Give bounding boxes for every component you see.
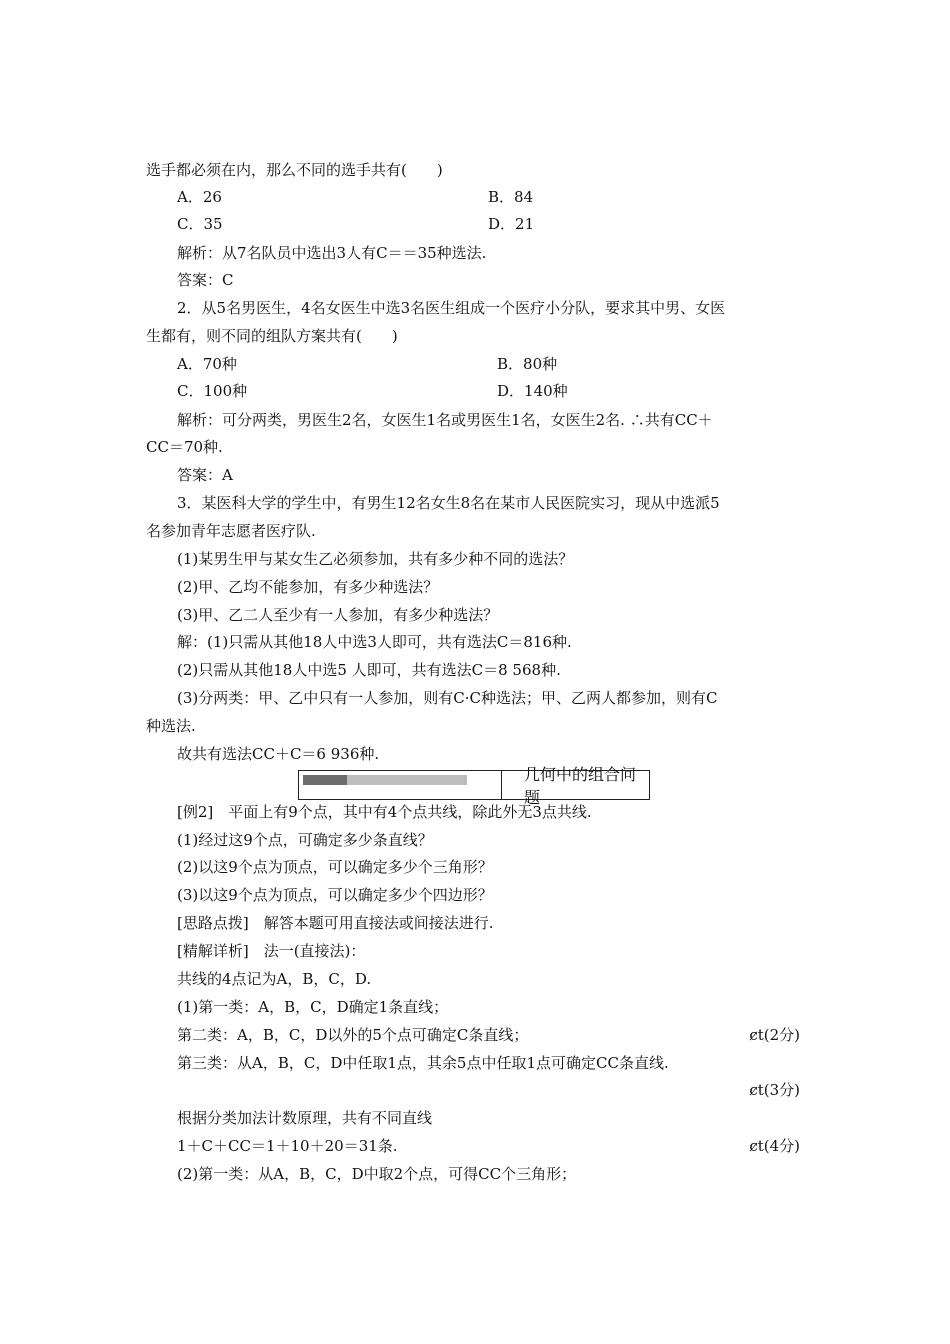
q1-option-a: A．26	[177, 188, 222, 206]
q2-analysis-line2: CC＝70种.	[146, 438, 223, 456]
q1-option-b: B．84	[488, 188, 534, 206]
q1-option-c: C．35	[177, 215, 223, 233]
section-tag-graphic	[299, 771, 502, 799]
ex2-line6-score: ȼt(4分)	[749, 1137, 800, 1155]
ex2-hint: [思路点拨] 解答本题可用直接法或间接法进行.	[177, 914, 494, 932]
q3-stem-line2: 名参加青年志愿者医疗队.	[146, 522, 316, 540]
ex2-question2: (2)以这9个点为顶点，可以确定多少个三角形？	[177, 858, 493, 876]
q2-option-c: C．100种	[177, 382, 248, 400]
ex2-detail-heading: [精解详析] 法一(直接法)：	[177, 942, 366, 960]
q2-option-b: B．80种	[497, 355, 558, 373]
ex2-line1: 共线的4点记为A，B，C，D.	[177, 970, 372, 988]
ex2-line2: (1)第一类：A，B，C，D确定1条直线；	[177, 998, 449, 1016]
q2-stem-line1: 2．从5名男医生，4名女医生中选3名医生组成一个医疗小分队，要求其中男、女医	[177, 299, 726, 317]
ex2-stem: [例2] 平面上有9个点，其中有4个点共线，除此外无3点共线.	[177, 803, 592, 821]
q2-analysis-line1: 解析：可分两类，男医生2名，女医生1名或男医生1名，女医生2名. ∴共有CC＋	[177, 411, 713, 429]
q3-sub3: (3)甲、乙二人至少有一人参加，有多少种选法？	[177, 606, 499, 624]
q1-answer: 答案：C	[177, 271, 234, 289]
ex2-line4-score: ȼt(3分)	[749, 1081, 800, 1099]
q2-stem-line2: 生都有，则不同的组队方案共有( )	[146, 327, 398, 345]
ex2-line5: 根据分类加法计数原理，共有不同直线	[177, 1109, 433, 1127]
section-tag-bar	[303, 775, 467, 785]
q1-stem-end: 选手都必须在内，那么不同的选手共有( )	[146, 161, 443, 179]
ex2-line6: 1＋C＋CC＝1＋10＋20＝31条.	[177, 1137, 398, 1155]
ex2-line3-score: ȼt(2分)	[749, 1026, 800, 1044]
q3-solution3-line1: (3)分两类：甲、乙中只有一人参加，则有C·C种选法；甲、乙两人都参加，则有C	[177, 689, 718, 707]
ex2-line7: (2)第一类：从A，B，C，D中取2个点，可得CC个三角形；	[177, 1165, 577, 1183]
section-tag-bar-dark	[303, 775, 347, 785]
q3-solution3-line2: 种选法.	[146, 717, 196, 735]
q3-sub1: (1)某男生甲与某女生乙必须参加，共有多少种不同的选法？	[177, 550, 574, 568]
q2-answer: 答案：A	[177, 466, 233, 484]
q1-analysis: 解析：从7名队员中选出3人有C＝＝35种选法.	[177, 244, 487, 262]
section-title: 几何中的组合问题	[524, 765, 637, 807]
section-header-box	[298, 765, 650, 807]
q2-option-d: D．140种	[497, 382, 568, 400]
ex2-question1: (1)经过这9个点，可确定多少条直线？	[177, 831, 433, 849]
q3-sub2: (2)甲、乙均不能参加，有多少种选法？	[177, 578, 439, 596]
q3-solution3-line3: 故共有选法CC＋C＝6 936种.	[177, 745, 380, 763]
q1-option-d: D．21	[488, 215, 535, 233]
q3-stem-line1: 3．某医科大学的学生中，有男生12名女生8名在某市人民医院实习，现从中选派5	[177, 494, 720, 512]
q2-option-a: A．70种	[177, 355, 237, 373]
q3-solution1: 解：(1)只需从其他18人中选3人即可，共有选法C＝816种.	[177, 633, 572, 651]
ex2-question3: (3)以这9个点为顶点，可以确定多少个四边形？	[177, 886, 493, 904]
ex2-line3: 第二类：A，B，C，D以外的5个点可确定C条直线；	[177, 1026, 529, 1044]
q3-solution2: (2)只需从其他18人中选5 人即可，共有选法C＝8 568种.	[177, 661, 561, 679]
ex2-line4: 第三类：从A，B，C，D中任取1点，其余5点中任取1点可确定CC条直线.	[177, 1054, 669, 1072]
